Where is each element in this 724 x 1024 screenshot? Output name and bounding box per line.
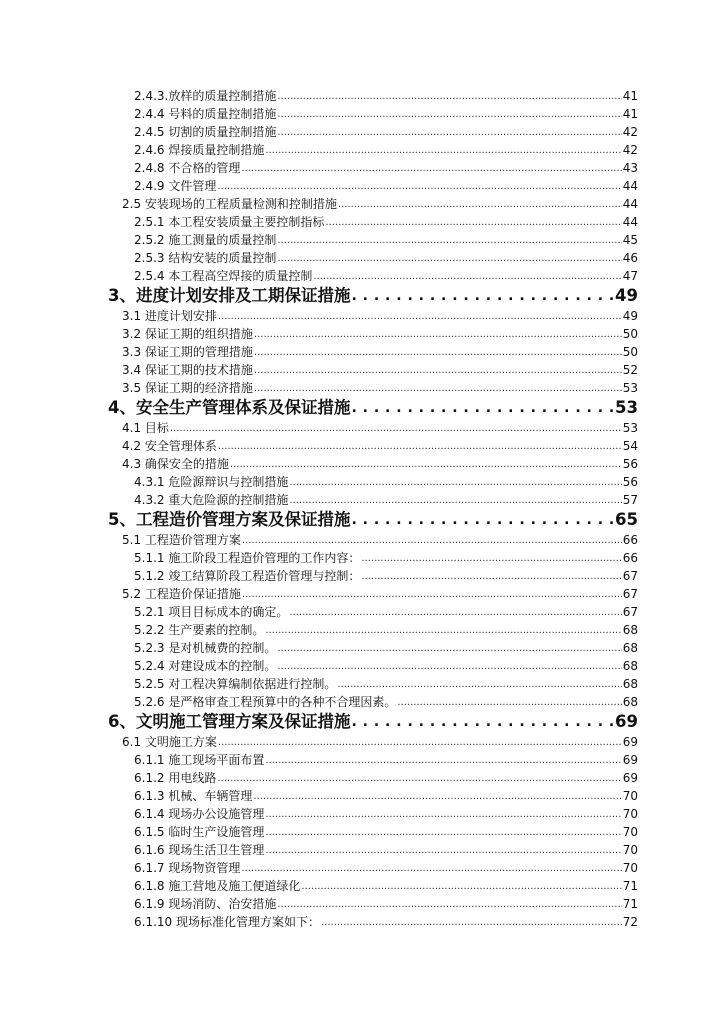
toc-entry-page-number: 54 (622, 439, 638, 453)
toc-entry-title: 6.1 文明施工方案 (122, 735, 217, 749)
toc-entry-title: 5.2.2 生产要素的控制。 (134, 623, 265, 637)
toc-chapter-entry[interactable] (108, 508, 638, 530)
toc-entry[interactable] (134, 620, 638, 638)
dot-leader (289, 475, 621, 490)
toc-entry[interactable] (122, 418, 638, 436)
toc-entry[interactable] (134, 840, 638, 858)
dot-leader (242, 533, 622, 548)
dot-leader (265, 143, 621, 158)
toc-entry[interactable] (134, 266, 638, 284)
toc-entry-page-number: 41 (622, 107, 638, 121)
dot-leader (170, 421, 622, 436)
toc-entry[interactable] (134, 104, 638, 122)
toc-entry-title: 2.4.8 不合格的管理 (134, 161, 241, 175)
dot-leader (254, 363, 622, 378)
toc-entry-title: 6.1.10 现场标准化管理方案如下： (134, 915, 320, 929)
toc-entry-page-number: 53 (615, 398, 638, 417)
toc-entry-title: 6.1.1 施工现场平面布置 (134, 753, 265, 767)
toc-entry-title: 5.2.5 对工程决算编制依据进行控制。 (134, 677, 337, 691)
dot-leader (254, 345, 622, 360)
toc-entry-page-number: 69 (622, 771, 638, 785)
toc-entry-page-number: 72 (622, 915, 638, 929)
toc-entry-title: 3.5 保证工期的经济措施 (122, 381, 253, 395)
dot-leader (217, 771, 621, 786)
dot-leader (265, 753, 621, 768)
toc-entry[interactable] (134, 822, 638, 840)
toc-entry-title: 2.4.4 号料的质量控制措施 (134, 107, 277, 121)
toc-entry-title: 5.1.2 竣工结算阶段工程造价管理与控制： (134, 569, 361, 583)
dot-leader (325, 215, 621, 230)
toc-entry-title: 4.3.2 重大危险源的控制措施 (134, 493, 289, 507)
toc-entry-page-number: 44 (622, 179, 638, 193)
dot-leader (397, 695, 621, 710)
toc-entry[interactable] (134, 212, 638, 230)
dot-leader (265, 623, 621, 638)
toc-entry-page-number: 56 (622, 457, 638, 471)
toc-entry-page-number: 65 (615, 510, 638, 529)
dot-leader (217, 179, 621, 194)
toc-entry-title: 6.1.4 现场办公设施管理 (134, 807, 265, 821)
toc-entry[interactable] (122, 530, 638, 548)
toc-entry-title: 2.5.1 本工程安装质量主要控制指标 (134, 215, 325, 229)
toc-entry-page-number: 53 (622, 381, 638, 395)
toc-entry[interactable] (122, 306, 638, 324)
dot-leader (218, 309, 622, 324)
dot-leader (361, 569, 621, 584)
toc-entry-page-number: 68 (622, 623, 638, 637)
toc-entry-page-number: 68 (622, 659, 638, 673)
toc-entry[interactable] (134, 674, 638, 692)
toc-entry[interactable] (134, 876, 638, 894)
toc-entry-page-number: 45 (622, 233, 638, 247)
toc-entry[interactable] (134, 692, 638, 710)
toc-entry-page-number: 50 (622, 345, 638, 359)
dot-leader (351, 398, 614, 418)
toc-entry-page-number: 47 (622, 269, 638, 283)
toc-entry-title: 2.4.9 文件管理 (134, 179, 217, 193)
toc-entry-page-number: 71 (622, 879, 638, 893)
dot-leader (241, 161, 621, 176)
toc-entry-title: 2.5.2 施工测量的质量控制 (134, 233, 277, 247)
toc-entry-page-number: 70 (622, 861, 638, 875)
toc-entry-title: 4.3.1 危险源辩识与控制措施 (134, 475, 289, 489)
dot-leader (351, 510, 614, 530)
toc-entry[interactable] (134, 804, 638, 822)
toc-entry-title: 6.1.5 临时生产设施管理 (134, 825, 265, 839)
toc-entry-page-number: 46 (622, 251, 638, 265)
toc-entry[interactable] (134, 858, 638, 876)
toc-entry-page-number: 53 (622, 421, 638, 435)
dot-leader (218, 439, 622, 454)
toc-entry[interactable] (134, 768, 638, 786)
toc-entry-page-number: 68 (622, 695, 638, 709)
dot-leader (241, 861, 621, 876)
dot-leader (254, 327, 622, 342)
toc-entry-page-number: 67 (622, 587, 638, 601)
toc-entry-page-number: 66 (622, 533, 638, 547)
toc-entry-title: 3.1 进度计划安排 (122, 309, 217, 323)
dot-leader (277, 897, 621, 912)
toc-entry[interactable] (122, 584, 638, 602)
toc-entry-title: 4.1 目标 (122, 421, 169, 435)
toc-entry-page-number: 70 (622, 843, 638, 857)
dot-leader (289, 493, 621, 508)
toc-entry[interactable] (134, 750, 638, 768)
toc-entry-title: 5、工程造价管理方案及保证措施 (108, 510, 351, 529)
toc-entry[interactable] (122, 732, 638, 750)
dot-leader (337, 677, 621, 692)
toc-entry-title: 6.1.6 现场生活卫生管理 (134, 843, 265, 857)
toc-entry-page-number: 70 (622, 789, 638, 803)
toc-entry[interactable] (134, 176, 638, 194)
dot-leader (277, 659, 621, 674)
toc-entry[interactable] (134, 912, 638, 930)
toc-entry[interactable] (134, 122, 638, 140)
toc-entry[interactable] (122, 194, 638, 212)
toc-entry-title: 3.2 保证工期的组织措施 (122, 327, 253, 341)
toc-entry[interactable] (134, 548, 638, 566)
toc-entry-title: 5.1 工程造价管理方案 (122, 533, 241, 547)
toc-entry-page-number: 71 (622, 897, 638, 911)
toc-chapter-entry[interactable] (108, 396, 638, 418)
toc-entry-page-number: 66 (622, 551, 638, 565)
toc-entry-title: 5.1.1 施工阶段工程造价管理的工作内容： (134, 551, 361, 565)
toc-entry[interactable] (134, 248, 638, 266)
toc-entry-page-number: 44 (622, 215, 638, 229)
toc-entry-title: 2.4.5 切割的质量控制措施 (134, 125, 277, 139)
toc-entry-page-number: 69 (622, 735, 638, 749)
dot-leader (321, 915, 622, 930)
toc-page (0, 86, 724, 930)
dot-leader (351, 712, 614, 732)
dot-leader (277, 89, 621, 104)
toc-entry[interactable] (122, 342, 638, 360)
toc-entry-page-number: 49 (615, 286, 638, 305)
toc-entry[interactable] (134, 602, 638, 620)
toc-entry-page-number: 42 (622, 143, 638, 157)
toc-entry-page-number: 68 (622, 677, 638, 691)
toc-entry-page-number: 68 (622, 641, 638, 655)
toc-entry-page-number: 67 (622, 569, 638, 583)
dot-leader (265, 843, 621, 858)
toc-entry-page-number: 41 (622, 89, 638, 103)
toc-entry[interactable] (134, 158, 638, 176)
dot-leader (338, 197, 622, 212)
toc-entry-title: 2.4.3.放样的质量控制措施 (134, 89, 277, 103)
toc-entry-title: 3.4 保证工期的技术措施 (122, 363, 253, 377)
dot-leader (218, 735, 622, 750)
toc-entry[interactable] (134, 472, 638, 490)
toc-entry[interactable] (134, 638, 638, 656)
dot-leader (361, 551, 621, 566)
dot-leader (313, 269, 621, 284)
toc-entry-page-number: 56 (622, 475, 638, 489)
toc-entry[interactable] (122, 378, 638, 396)
toc-entry-title: 2.5.4 本工程高空焊接的质量控制 (134, 269, 313, 283)
dot-leader (277, 641, 621, 656)
toc-entry-page-number: 70 (622, 825, 638, 839)
toc-entry-page-number: 44 (622, 197, 638, 211)
dot-leader (301, 879, 621, 894)
toc-entry[interactable] (122, 324, 638, 342)
toc-entry-page-number: 52 (622, 363, 638, 377)
toc-entry-title: 6.1.8 施工营地及施工便道绿化 (134, 879, 301, 893)
toc-entry-title: 5.2.6 是严格审查工程预算中的各种不合理因素。 (134, 695, 397, 709)
toc-entry-title: 4、安全生产管理体系及保证措施 (108, 398, 351, 417)
toc-entry[interactable] (134, 490, 638, 508)
toc-entry-page-number: 50 (622, 327, 638, 341)
table-of-contents (0, 86, 724, 930)
dot-leader (230, 457, 622, 472)
dot-leader (351, 286, 614, 306)
dot-leader (265, 825, 621, 840)
toc-entry[interactable] (134, 786, 638, 804)
toc-entry-page-number: 69 (615, 712, 638, 731)
toc-entry-page-number: 43 (622, 161, 638, 175)
dot-leader (265, 807, 621, 822)
toc-entry-title: 2.5 安装现场的工程质量检测和控制措施 (122, 197, 337, 211)
dot-leader (253, 789, 621, 804)
toc-entry-title: 3、进度计划安排及工期保证措施 (108, 286, 351, 305)
toc-entry[interactable] (134, 894, 638, 912)
toc-entry-title: 2.5.3 结构安装的质量控制 (134, 251, 277, 265)
toc-entry[interactable] (134, 140, 638, 158)
toc-entry-title: 5.2.1 项目目标成本的确定。 (134, 605, 289, 619)
toc-entry[interactable] (122, 360, 638, 378)
toc-entry[interactable] (134, 566, 638, 584)
dot-leader (277, 233, 621, 248)
toc-entry-title: 4.3 确保安全的措施 (122, 457, 229, 471)
toc-entry-page-number: 42 (622, 125, 638, 139)
toc-entry-title: 6.1.9 现场消防、治安措施 (134, 897, 277, 911)
toc-entry-title: 2.4.6 焊接质量控制措施 (134, 143, 265, 157)
dot-leader (277, 125, 621, 140)
toc-entry[interactable] (134, 656, 638, 674)
toc-entry-title: 6.1.2 用电线路 (134, 771, 217, 785)
toc-entry-page-number: 69 (622, 753, 638, 767)
toc-entry-page-number: 70 (622, 807, 638, 821)
toc-entry[interactable] (122, 454, 638, 472)
dot-leader (277, 107, 621, 122)
dot-leader (254, 381, 622, 396)
toc-entry-page-number: 67 (622, 605, 638, 619)
toc-entry-title: 3.3 保证工期的管理措施 (122, 345, 253, 359)
toc-entry-page-number: 57 (622, 493, 638, 507)
toc-entry-title: 5.2 工程造价保证措施 (122, 587, 241, 601)
toc-entry-title: 4.2 安全管理体系 (122, 439, 217, 453)
toc-chapter-entry[interactable] (108, 710, 638, 732)
toc-entry-page-number: 49 (622, 309, 638, 323)
toc-entry-title: 6.1.7 现场物资管理 (134, 861, 241, 875)
dot-leader (289, 605, 621, 620)
toc-entry-title: 6、文明施工管理方案及保证措施 (108, 712, 351, 731)
toc-chapter-entry[interactable] (108, 284, 638, 306)
toc-entry-title: 5.2.3 是对机械费的控制。 (134, 641, 277, 655)
toc-entry[interactable] (134, 230, 638, 248)
dot-leader (277, 251, 621, 266)
toc-entry[interactable] (122, 436, 638, 454)
dot-leader (242, 587, 622, 602)
toc-entry[interactable] (134, 86, 638, 104)
toc-entry-title: 6.1.3 机械、车辆管理 (134, 789, 253, 803)
toc-entry-title: 5.2.4 对建设成本的控制。 (134, 659, 277, 673)
